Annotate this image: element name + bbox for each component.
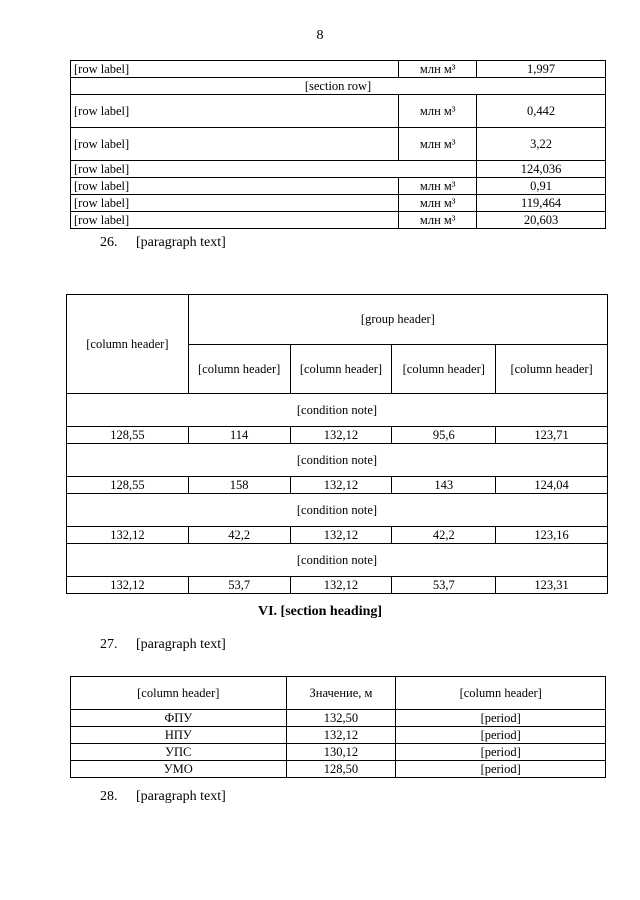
column-header: [column header] (396, 677, 606, 710)
column-header: [column header] (188, 344, 290, 394)
column-header: [column header] (290, 344, 392, 394)
paragraph-text: [paragraph text] (136, 789, 226, 804)
column-header: Значение, м (286, 677, 396, 710)
table-row: 128,55 158 132,12 143 124,04 (67, 477, 608, 494)
column-header: [column header] (496, 344, 608, 394)
table-row: НПУ 132,12 [period] (71, 727, 606, 744)
page-number: 8 (316, 28, 324, 43)
table-row: [row label] 124,036 (71, 161, 606, 178)
table-row: [row label] млн м³ 0,442 (71, 95, 606, 128)
table-header-row (71, 677, 606, 710)
paragraph-27 (70, 636, 606, 654)
balance-table (70, 60, 606, 229)
table-header-row (67, 295, 608, 345)
table-note-row: [condition note] (67, 444, 608, 477)
levels-table (70, 676, 606, 778)
table-row: [row label] млн м³ 3,22 (71, 128, 606, 161)
paragraph-number: 27. (100, 637, 118, 652)
paragraph-number: 28. (100, 789, 118, 804)
table-row: 132,12 53,7 132,12 53,7 123,31 (67, 577, 608, 594)
table-row: ФПУ 132,50 [period] (71, 710, 606, 727)
table-row: УМО 128,50 [period] (71, 761, 606, 778)
table-note-row: [condition note] (67, 494, 608, 527)
table-row: 128,55 114 132,12 95,6 123,71 (67, 427, 608, 444)
discharge-table (66, 294, 608, 594)
table-row: 132,12 42,2 132,12 42,2 123,16 (67, 527, 608, 544)
table-row: [row label] млн м³ 1,997 (71, 61, 606, 78)
paragraph-number: 26. (100, 235, 118, 250)
table-note-row: [condition note] (67, 394, 608, 427)
table-note-row: [condition note] (67, 544, 608, 577)
group-header: [group header] (188, 295, 607, 345)
table-row: УПС 130,12 [period] (71, 744, 606, 761)
paragraph-26 (70, 234, 606, 252)
table-row: [row label] млн м³ 119,464 (71, 195, 606, 212)
column-header: [column header] (67, 295, 189, 394)
paragraph-28 (70, 788, 606, 806)
section-title: VI. [section heading] (257, 604, 383, 619)
column-header: [column header] (392, 344, 496, 394)
table-section-row: [section row] (71, 78, 606, 95)
paragraph-text: [paragraph text] (136, 637, 226, 652)
table-row: [row label] млн м³ 0,91 (71, 178, 606, 195)
paragraph-text: [paragraph text] (136, 235, 226, 250)
column-header: [column header] (71, 677, 287, 710)
table-row: [row label] млн м³ 20,603 (71, 212, 606, 229)
